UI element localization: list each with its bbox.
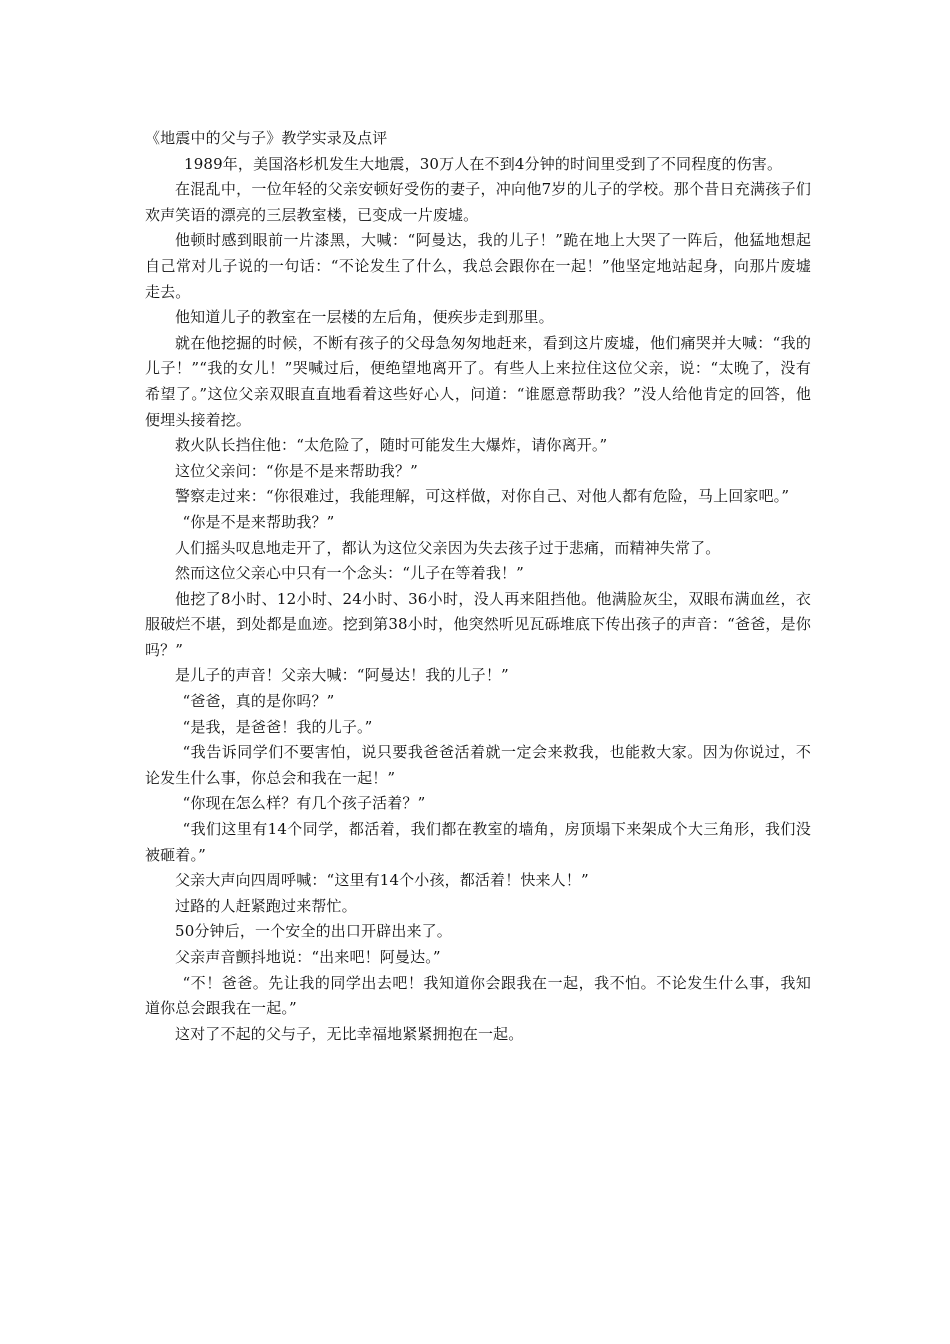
paragraph-7: 这位父亲问：“你是不是来帮助我？” — [175, 461, 418, 480]
paragraph-18: “我们这里有14个同学，都活着，我们都在教室的墙角，房顶塌下来架成个大三角形，我们没被砸着。” — [145, 820, 811, 864]
paragraph-11: 然而这位父亲心中只有一个念头：“儿子在等着我！” — [175, 564, 524, 583]
paragraph-22: 父亲声音颤抖地说：“出来吧！阿曼达。” — [175, 948, 441, 966]
paragraph-16: “我告诉同学们不要害怕，说只要我爸爸活着就一定会来救我，也能救大家。因为你说过，不论发生什么事，你总会和我在一起！” — [145, 743, 811, 787]
paragraph-4: 他知道儿子的教室在一层楼的左后角，便疾步走到那里。 — [175, 308, 554, 327]
paragraph-20: 过路的人赶紧跑过来帮忙。 — [175, 896, 357, 915]
paragraph-23: “不！爸爸。先让我的同学出去吧！我知道你会跟我在一起，我不怕。不论发生什么事，我知道你总会跟我在一起。” — [145, 973, 811, 1018]
paragraph-8: 警察走过来：“你很难过，我能理解，可这样做，对你自己、对他人都有危险，马上回家吧。” — [175, 487, 790, 506]
paragraph-24: 这对了不起的父与子，无比幸福地紧紧拥抱在一起。 — [175, 1024, 524, 1043]
paragraph-6: 救火队长挡住他：“太危险了，随时可能发生大爆炸，请你离开。” — [175, 436, 608, 455]
paragraph-19: 父亲大声向四周呼喊：“这里有14个小孩，都活着！快来人！” — [175, 871, 589, 890]
paragraph-17: “你现在怎么样？有几个孩子活着？” — [182, 794, 426, 813]
paragraph-2: 在混乱中，一位年轻的父亲安顿好受伤的妻子，冲向他7岁的儿子的学校。那个昔日充满孩子们欢声笑语的漂亮的三层教室楼，已变成一片废墟。 — [145, 180, 811, 224]
paragraph-12: 他挖了8小时、12小时、24小时、36小时，没人再来阻挡他。他满脸灰尘，双眼布满血丝，衣服破烂不堪，到处都是血迹。挖到第38小时，他突然听见瓦砾堆底下传出孩子的声音：“爸爸，是你吗？” — [145, 589, 811, 659]
paragraph-1: 1989年，美国洛杉机发生大地震，30万人在不到4分钟的时间里受到了不同程度的伤害。 — [184, 154, 783, 173]
paragraph-14: “爸爸，真的是你吗？” — [182, 692, 335, 711]
paragraph-13: 是儿子的声音！父亲大喊：“阿曼达！我的儿子！” — [175, 666, 509, 685]
paragraph-3: 他顿时感到眼前一片漆黑，大喊：“阿曼达，我的儿子！”跪在地上大哭了一阵后，他猛地想起自己常对儿子说的一句话：“不论发生了什么，我总会跟你在一起！”他坚定地站起身，向那片废墟走去。 — [145, 231, 811, 301]
paragraph-5: 就在他挖掘的时候，不断有孩子的父母急匆匆地赶来，看到这片废墟，他们痛哭并大喊：“我的儿子！”“我的女儿！”哭喊过后，便绝望地离开了。有些人上来拉住这位父亲，说：“太晚了，没有希望了。”这位父亲双眼直直地看着这些好心人，问道：“谁愿意帮助我？”没人给他肯定的回答，他便埋头接着挖。 — [145, 333, 811, 429]
paragraph-9: “你是不是来帮助我？” — [182, 512, 335, 531]
paragraph-21: 50分钟后，一个安全的出口开辟出来了。 — [175, 922, 452, 941]
document-body — [145, 126, 811, 1047]
paragraph-10: 人们摇头叹息地走开了，都认为这位父亲因为失去孩子过于悲痛，而精神失常了。 — [175, 538, 721, 557]
paragraph-15: “是我，是爸爸！我的儿子。” — [182, 717, 373, 736]
document-title: 《地震中的父与子》教学实录及点评 — [145, 129, 388, 147]
